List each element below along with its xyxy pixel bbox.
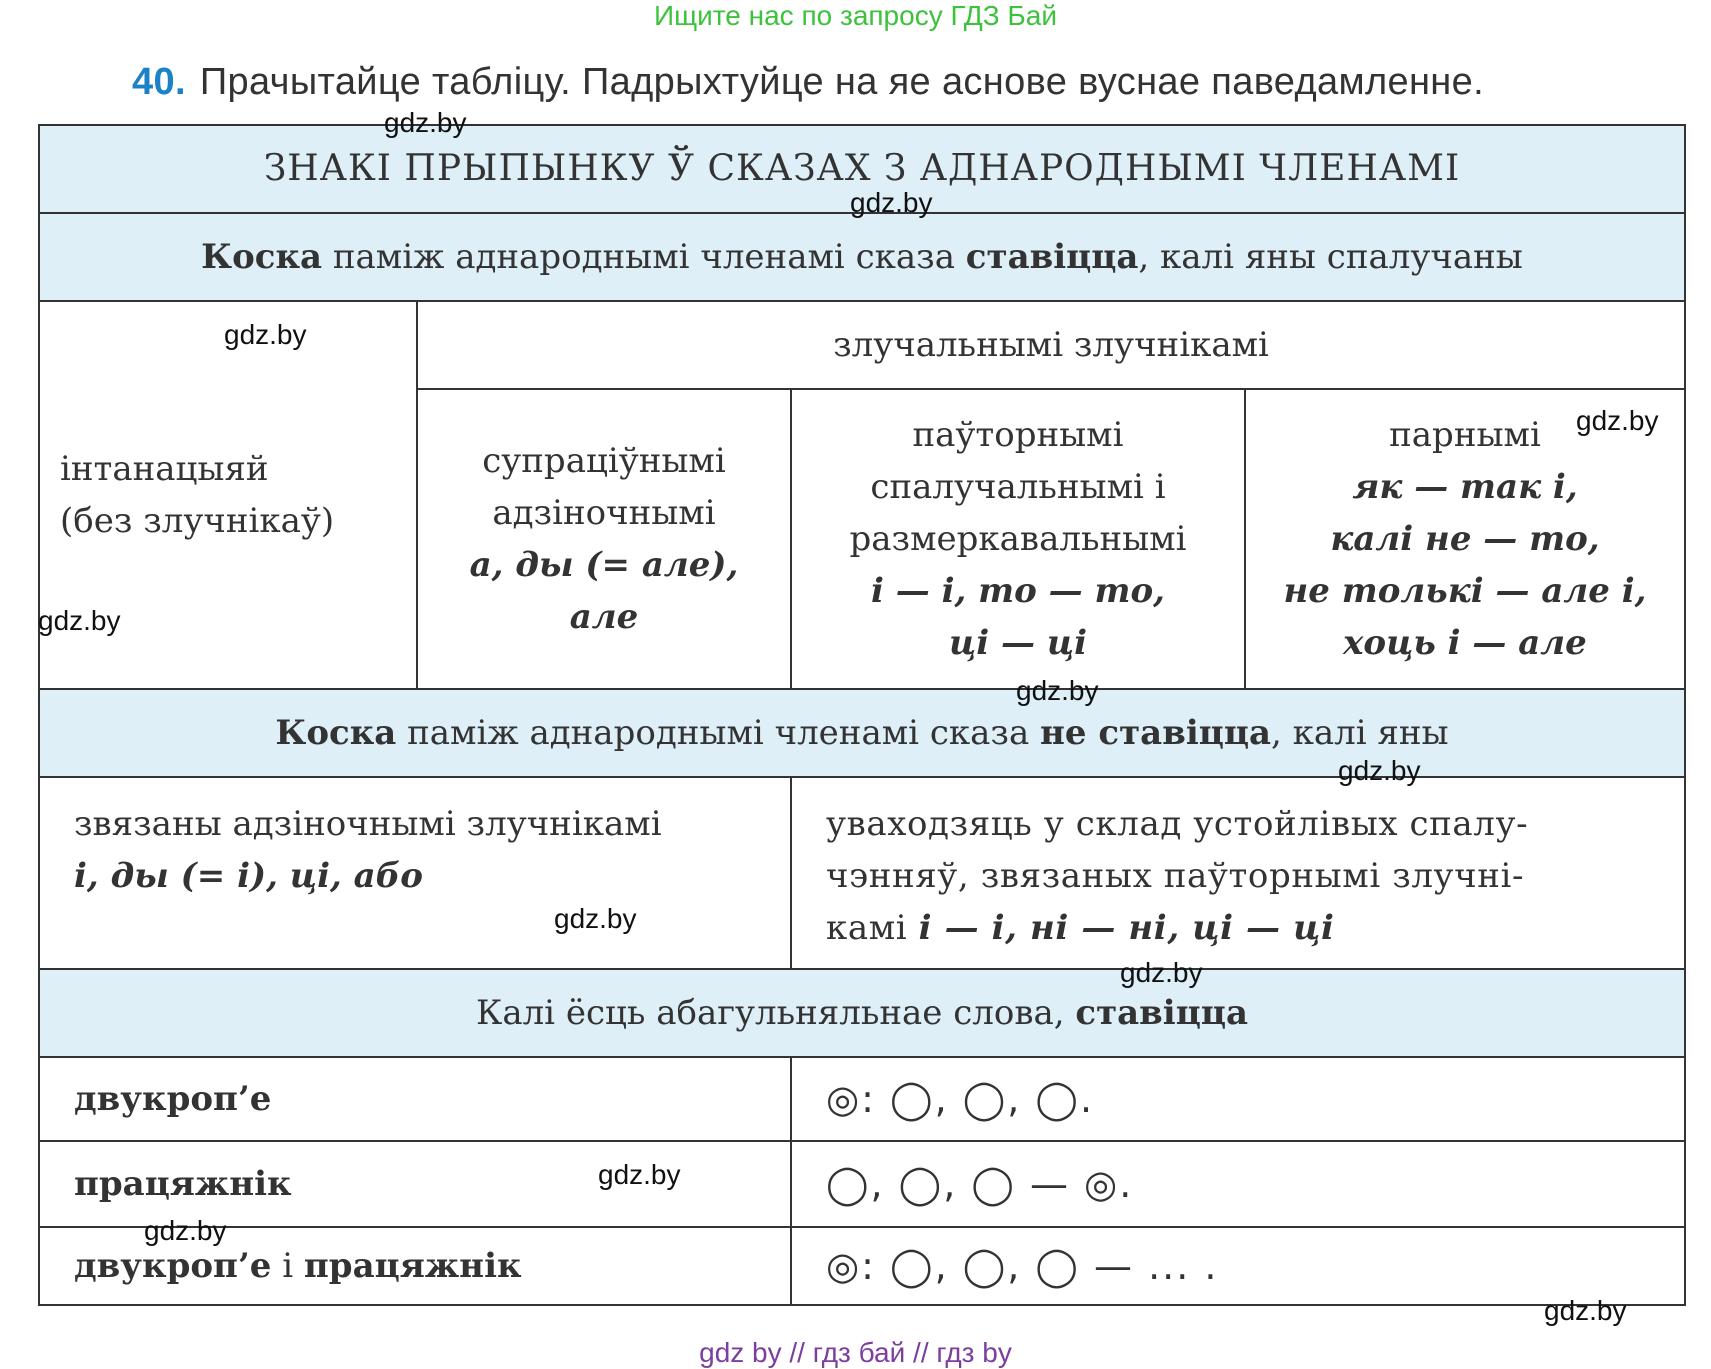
row-colon-label-text: двукроп’е — [74, 1079, 272, 1119]
search-banner: Ищите нас по запросу ГДЗ Бай — [653, 0, 1058, 31]
cell-opposing-conjunctions — [418, 390, 792, 690]
cell-repeated-conjunctions — [792, 390, 1246, 690]
watermark: gdz.by — [1544, 1295, 1627, 1326]
section2-text-2: , калі яны — [1271, 713, 1449, 753]
watermark: gdz.by — [224, 319, 307, 350]
cell-set-phrases — [792, 778, 1684, 970]
paired-text — [1284, 409, 1647, 669]
paired-example-3: не толькі — але і, — [1283, 571, 1647, 611]
watermark: gdz.by — [144, 1215, 227, 1246]
watermark: gdz.by — [1120, 957, 1203, 988]
set-phrases-line-2: чэнняў, звязаных паўторнымі злучні- — [826, 856, 1525, 896]
intonation-line-1: інтанацыяй — [60, 449, 269, 489]
paired-example-1: як — так і, — [1352, 467, 1578, 507]
watermark: gdz.by — [38, 605, 121, 636]
watermark: gdz.by — [554, 903, 637, 934]
row3-bold-1: двукроп’е — [74, 1246, 272, 1286]
set-phrases-line-1: уваходзяць у склад устойлівых спалу- — [826, 804, 1529, 844]
row-dash-label-text: працяжнік — [74, 1164, 292, 1204]
section-generalizing-word — [40, 970, 1684, 1058]
section-comma-used — [40, 214, 1684, 302]
intonation-text — [60, 443, 334, 547]
row-colon-pattern-text: ◎: ◯, ◯, ◯. — [826, 1077, 1095, 1121]
intonation-line-2: (без злучнікаў) — [60, 501, 335, 541]
section3-bold-1: ставіцца — [1075, 993, 1248, 1033]
watermark: gdz.by — [1338, 755, 1421, 786]
section2-bold-1: Коска — [275, 713, 397, 753]
watermark: gdz.by — [1016, 675, 1099, 706]
section1-bold-1: Коска — [201, 237, 323, 277]
section-comma-used-text — [201, 231, 1523, 283]
row3-text: і — [271, 1246, 304, 1286]
opposing-example-2: але — [569, 597, 639, 637]
opposing-text — [470, 435, 739, 643]
task-text: Прачытайце табліцу. Падрыхтуйце на яе аснове вуснае паведамленне. — [199, 61, 1485, 103]
single-conj-line-1: звязаны адзіночнымі злучнікамі — [74, 804, 662, 844]
row-colon-dash-pattern — [792, 1228, 1684, 1304]
row-colon-dash-label-text — [74, 1240, 522, 1292]
conjunctions-header-text: злучальнымі злучнікамі — [833, 325, 1269, 365]
section1-text-1: паміж аднароднымі членамі сказа — [322, 237, 966, 277]
set-phrases-line-3-pre: камі — [826, 908, 919, 948]
opposing-line-1: супраціўнымі — [482, 441, 726, 481]
repeated-line-3: размеркавальнымі — [849, 519, 1187, 559]
paired-example-4: хоць і — але — [1343, 623, 1587, 663]
section1-bold-2: ставіцца — [965, 237, 1139, 277]
paired-example-2: калі не — то, — [1330, 519, 1600, 559]
footer-links: gdz by // гдз бай // гдз by — [699, 1337, 1012, 1368]
paired-line-1: парнымі — [1389, 415, 1541, 455]
set-phrases-example: і — і, ні — ні, ці — ці — [918, 908, 1335, 948]
table-title-text: ЗНАКІ ПРЫПЫНКУ Ў СКАЗАХ З АДНАРОДНЫМІ ЧЛЕНАМІ — [263, 148, 1461, 189]
row-dash-pattern — [792, 1142, 1684, 1228]
cell-single-conjunctions — [40, 778, 792, 970]
section-generalizing-text — [476, 987, 1248, 1039]
opposing-example-1: а, ды (= але), — [469, 545, 739, 585]
set-phrases-line-3 — [826, 902, 1684, 954]
repeated-example-2: ці — ці — [948, 623, 1088, 663]
section-comma-not-used-text — [275, 707, 1448, 759]
punctuation-table — [38, 124, 1686, 1306]
row-colon-dash-pattern-text: ◎: ◯, ◯, ◯ — ... . — [826, 1244, 1219, 1288]
watermark: gdz.by — [1576, 405, 1659, 436]
section3-text-1: Калі ёсць абагульняльнае слова, — [476, 993, 1076, 1033]
row-dash-pattern-text: ◯, ◯, ◯ — ◎. — [826, 1162, 1134, 1206]
task-number: 40. — [132, 61, 186, 103]
repeated-example-1: і — і, то — то, — [871, 571, 1165, 611]
section2-text-1: паміж аднароднымі членамі сказа — [396, 713, 1041, 753]
section2-bold-2: не ставіцца — [1040, 713, 1272, 753]
watermark: gdz.by — [384, 107, 467, 138]
cell-conjunctions-header — [418, 302, 1684, 390]
section1-text-2: , калі яны спалучаны — [1138, 237, 1523, 277]
single-conj-example: і, ды (= і), ці, або — [74, 856, 423, 896]
section-comma-not-used — [40, 690, 1684, 778]
repeated-line-1: паўторнымі — [912, 415, 1124, 455]
repeated-text — [850, 409, 1187, 669]
repeated-line-2: спалучальнымі і — [870, 467, 1166, 507]
row-colon-pattern — [792, 1058, 1684, 1142]
row-colon-label — [40, 1058, 792, 1142]
watermark: gdz.by — [598, 1159, 681, 1190]
task-heading — [132, 56, 1672, 108]
opposing-line-2: адзіночнымі — [492, 493, 716, 533]
watermark: gdz.by — [850, 187, 933, 218]
row3-bold-2: працяжнік — [303, 1246, 522, 1286]
